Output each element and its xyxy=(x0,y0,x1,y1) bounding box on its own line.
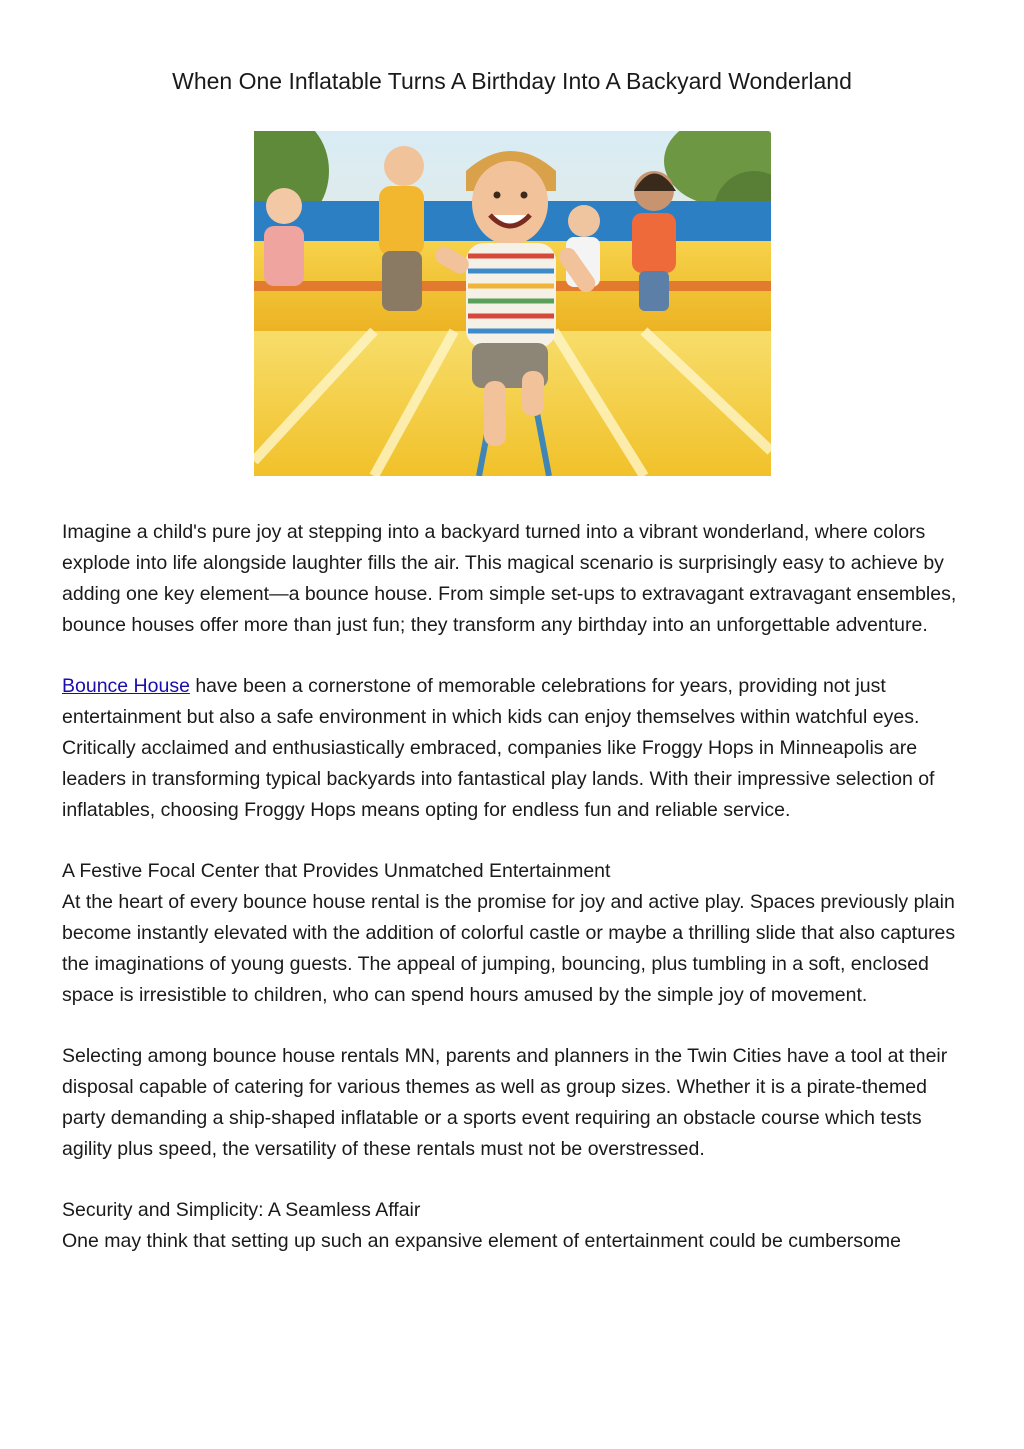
bounce-house-link[interactable]: Bounce House xyxy=(62,675,190,697)
hero-image xyxy=(254,131,771,476)
intro-paragraph: Imagine a child's pure joy at stepping into a backyard turned into a vibrant wonderland, where colors explode into life alongside laughter fills the air. This magical scenario is surprisingly easy to achieve by adding one key element—a bounce house. From simple set-ups to extravagant extravagant ensembles, bounce houses offer more than just fun; they transform any birthday into an unforgettable adventure. xyxy=(62,521,957,636)
festive-paragraph: At the heart of every bounce house rental is the promise for joy and active play. Spaces previously plain become instantly elevated with the addition of colorful castle or maybe a thrilling slide that also captures the imaginations of young guests. The appeal of jumping, bouncing, plus tumbling in a soft, enclosed space is irresistible to children, who can spend hours amused by the simple joy of movement. xyxy=(62,891,956,1006)
section-heading-festive: A Festive Focal Center that Provides Unmatched Entertainment xyxy=(62,860,611,882)
section-security xyxy=(62,1195,967,1257)
page-title: When One Inflatable Turns A Birthday Into A Backyard Wonderland xyxy=(172,68,852,94)
bounce-house-paragraph-text: have been a cornerstone of memorable celebrations for years, providing not just entertainment but also a safe environment in which kids can enjoy themselves within watchful eyes. Critically acclaimed and enthusiastically embraced, companies like Froggy Hops in Minneapolis are leaders in transforming typical backyards into fantastical play lands. With their impressive selection of inflatables, choosing Froggy Hops means opting for endless fun and reliable service. xyxy=(62,675,935,821)
bounce-house-paragraph xyxy=(62,671,967,826)
section-festive xyxy=(62,856,967,1011)
security-paragraph: One may think that setting up such an expansive element of entertainment could be cumbersome xyxy=(62,1230,901,1252)
section-heading-security: Security and Simplicity: A Seamless Affair xyxy=(62,1199,421,1221)
article-body xyxy=(62,517,967,1287)
rentals-paragraph: Selecting among bounce house rentals MN, parents and planners in the Twin Cities have a tool at their disposal capable of catering for various themes as well as group sizes. Whether it is a pirate-themed party demanding a ship-shaped inflatable or a sports event requiring an obstacle course which tests agility plus speed, the versatility of these rentals must not be overstressed. xyxy=(62,1045,948,1160)
